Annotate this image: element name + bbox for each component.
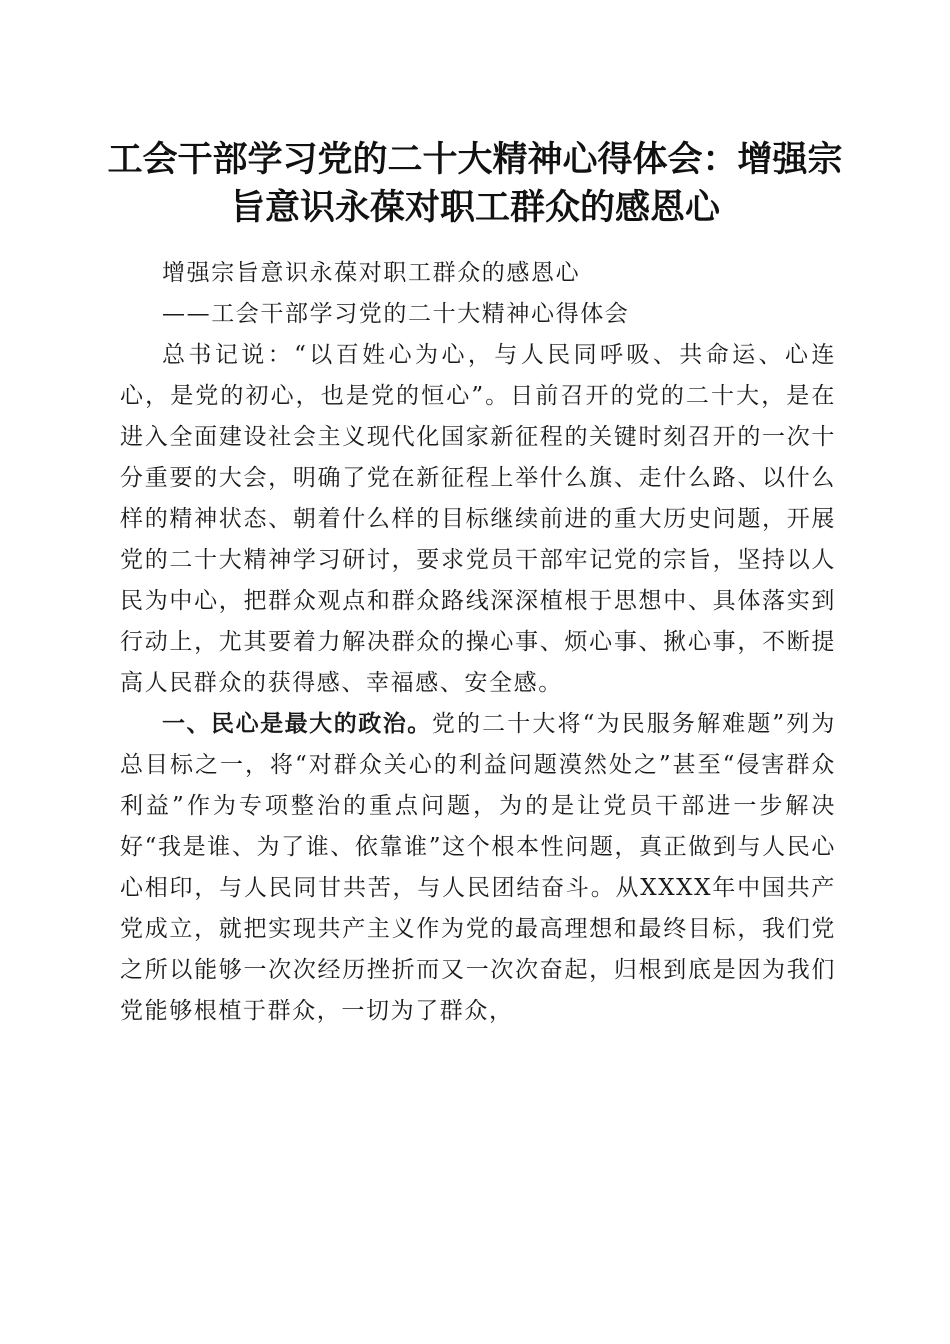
document-body (120, 253, 836, 1032)
paragraph-1: 总书记说：“以百姓心为心，与人民同呼吸、共命运、心连心，是党的初心，也是党的恒心”。日前召开的党的二十大，是在进入全面建设社会主义现代化国家新征程的关键时刻召开的一次十分重要的大会，明确了党在新征程上举什么旗、走什么路、以什么样的精神状态、朝着什么样的目标继续前进的重大历史问题，开展党的二十大精神学习研讨，要求党员干部牢记党的宗旨，坚持以人民为中心，把群众观点和群众路线深深植根于思想中、具体落实到行动上，尤其要着力解决群众的操心事、烦心事、揪心事，不断提高人民群众的获得感、幸福感、安全感。 (120, 342, 836, 696)
section-1-paragraph (120, 704, 836, 1032)
subtitle-sub: ——工会干部学习党的二十大精神心得体会 (162, 301, 630, 327)
document-title: 工会干部学习党的二十大精神心得体会：增强宗旨意识永葆对职工群众的感恩心 (107, 140, 843, 228)
section-1-text: 党的二十大将“为民服务解难题”列为总目标之一，将“对群众关心的利益问题漠然处之”甚至“侵害群众利益”作为专项整治的重点问题，为的是让党员干部进一步解决好“我是谁、为了谁、依靠谁”这个根本性问题，真正做到与人民心心相印，与人民同甘共苦，与人民团结奋斗。从XXXX年中国共产党成立，就把实现共产主义作为党的最高理想和最终目标，我们党之所以能够一次次经历挫折而又一次次奋起，归根到底是因为我们党能够根植于群众，一切为了群众， (120, 711, 837, 1024)
subtitle-main: 增强宗旨意识永葆对职工群众的感恩心 (162, 260, 581, 286)
section-1-heading: 一、民心是最大的政治。 (162, 711, 432, 737)
